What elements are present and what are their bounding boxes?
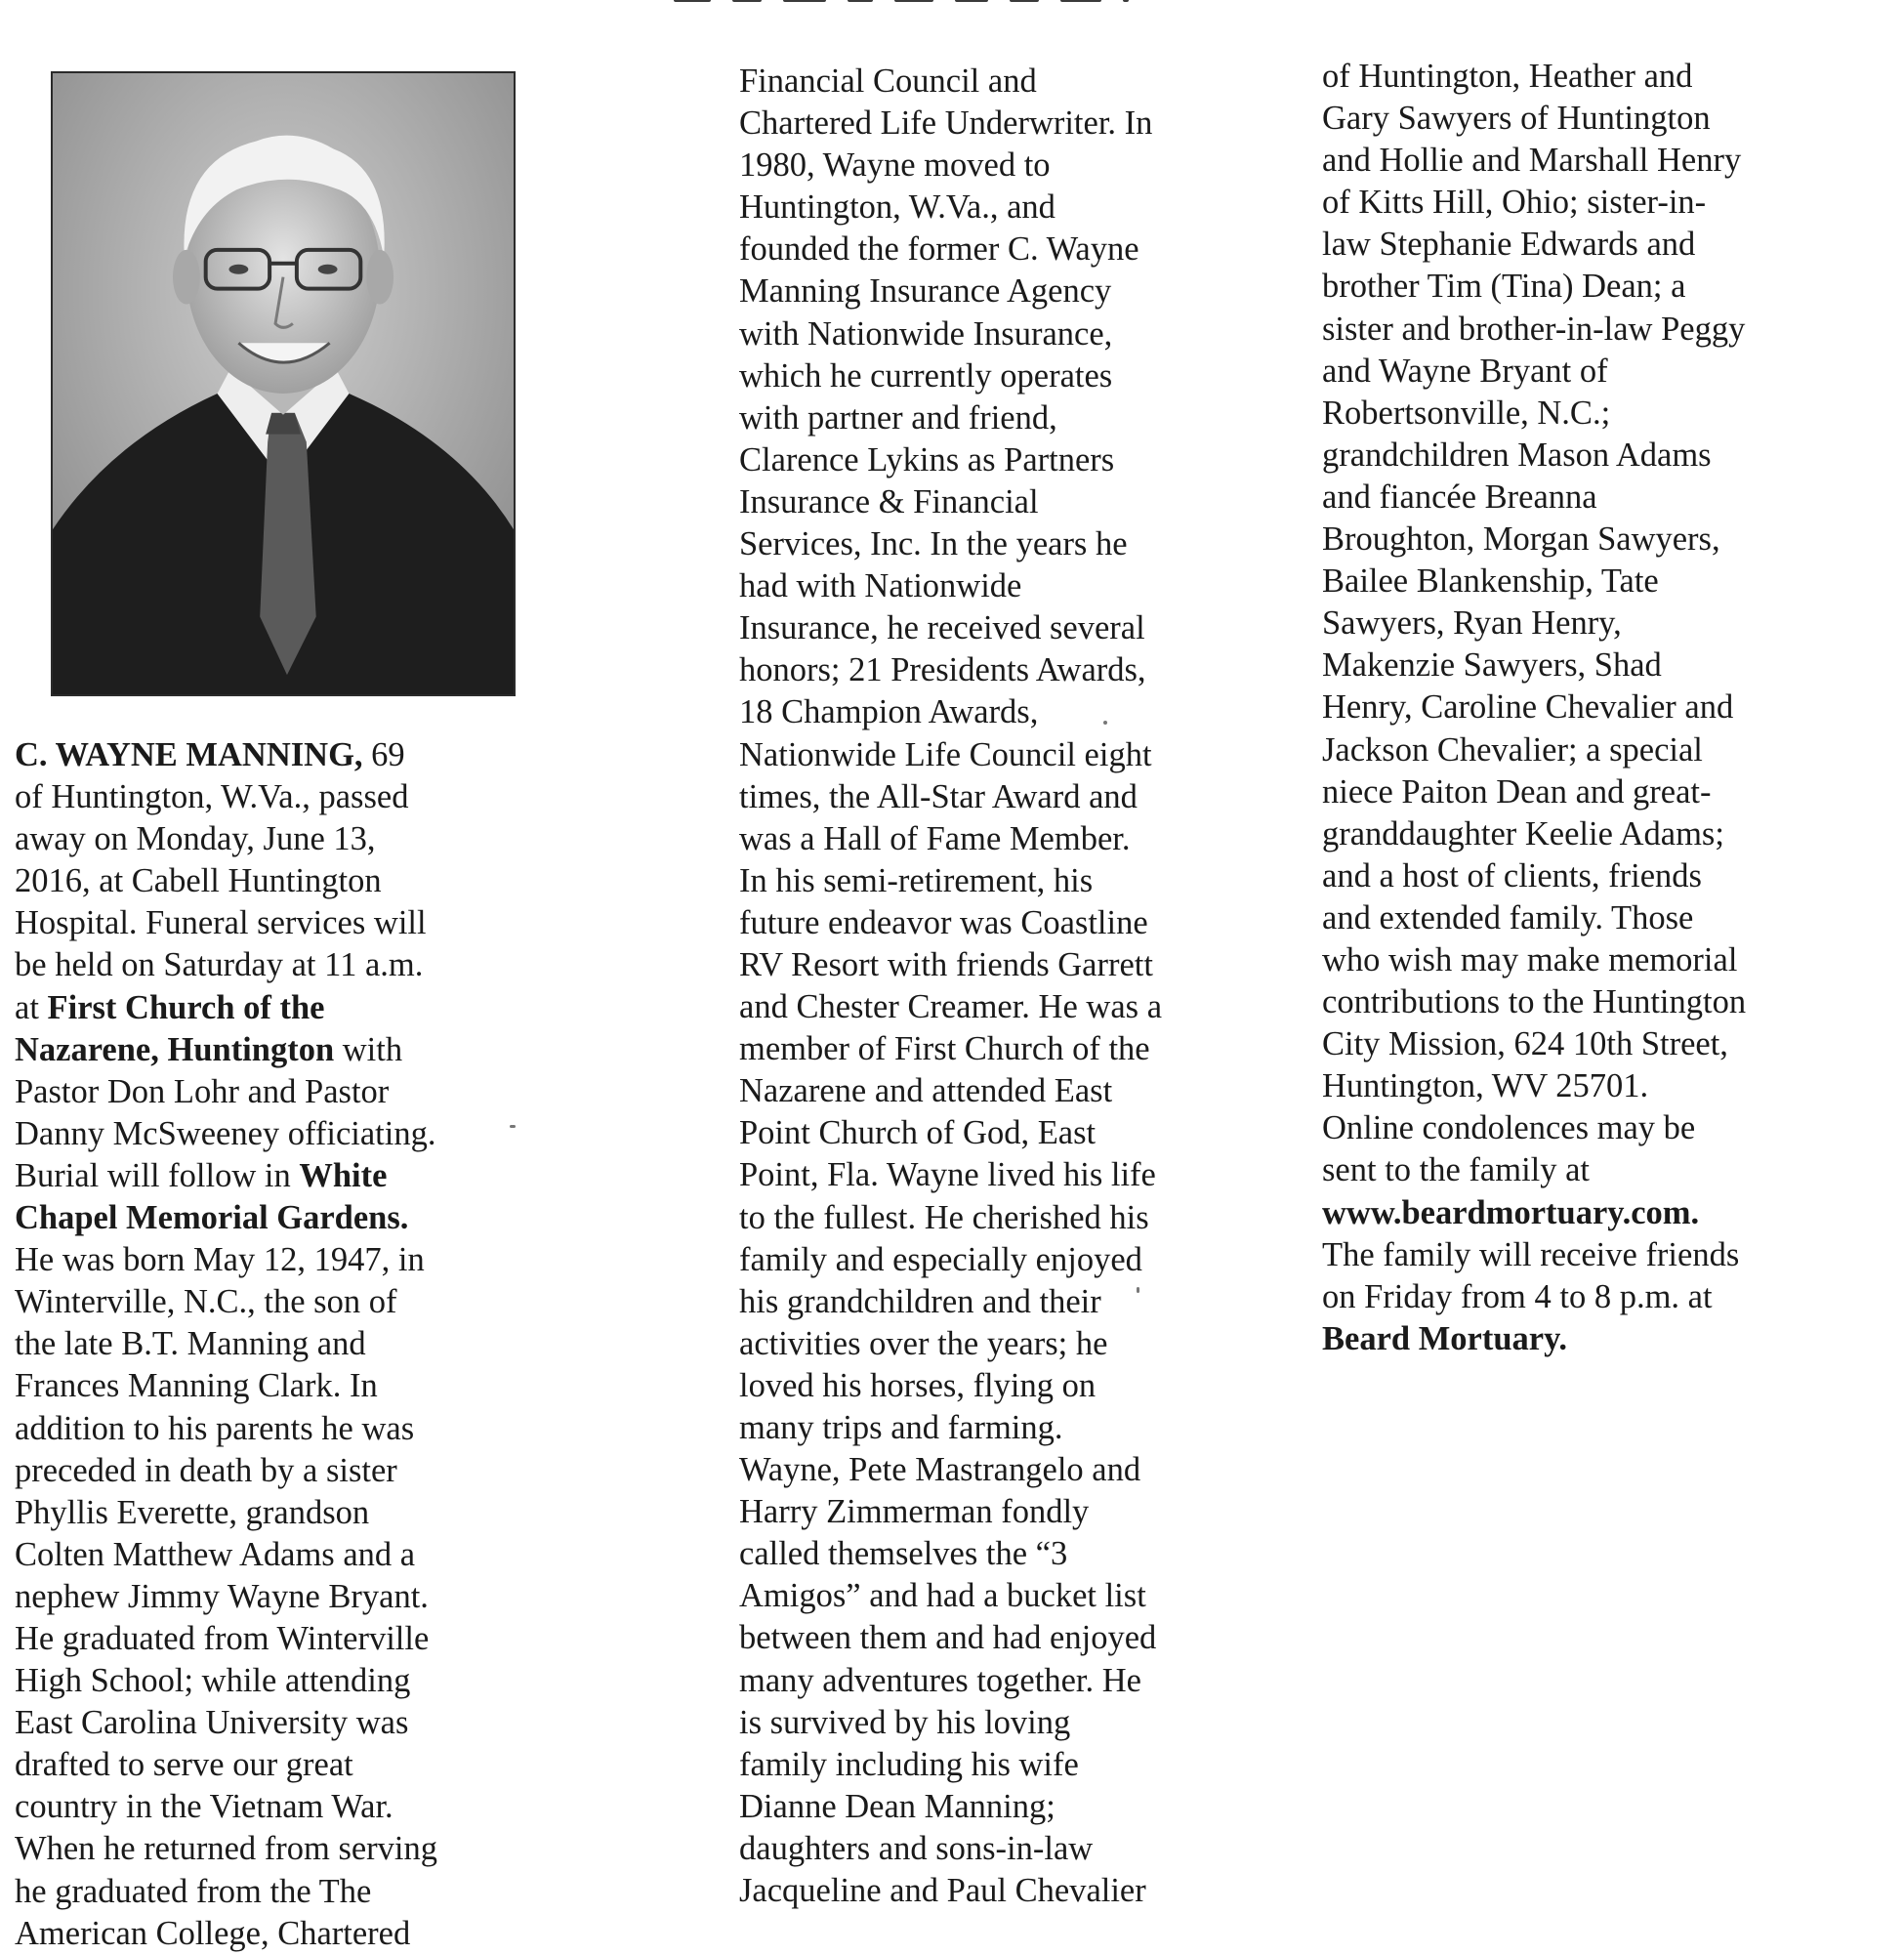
column3-line [1322,1192,1746,1234]
column3-line [1322,981,1746,1023]
text-run: called themselves the “3 [739,1535,1068,1573]
column1-line [15,1871,437,1913]
text-run: preceded in death by a sister [15,1451,397,1489]
column2-line [739,1070,1162,1112]
text-run: He graduated from Winterville [15,1619,430,1657]
text-run: 18 Champion Awards, [739,693,1039,731]
text-run: He was born May 12, 1947, in [15,1241,425,1279]
text-run: and fiancée Breanna [1322,478,1597,516]
text-run: of Kitts Hill, Ohio; sister-in- [1322,184,1707,222]
bold-text: Beard Mortuary. [1322,1319,1568,1357]
text-run: was a Hall of Fame Member. [739,819,1131,857]
column1-line [15,1113,437,1155]
bold-text: Chapel Memorial Gardens. [15,1199,409,1237]
column2-line [739,439,1162,481]
text-run: Bailee Blankenship, Tate [1322,562,1659,601]
text-run: Jackson Chevalier; a special [1322,730,1703,769]
text-run: Harry Zimmerman fondly [739,1493,1090,1531]
bold-text: White [299,1156,388,1194]
column1-line [15,734,437,776]
column1-line [15,1239,437,1281]
text-run: Chartered Life Underwriter. In [739,104,1153,143]
cropped-header-fragment [674,0,1230,6]
text-run: Henry, Caroline Chevalier and [1322,688,1734,727]
text-run: with partner and friend, [739,398,1057,437]
text-run: granddaughter Keelie Adams; [1322,814,1724,853]
portrait-photo [51,71,516,696]
column2-line [739,1407,1162,1449]
column3-line [1322,519,1746,561]
text-run: on Friday from 4 to 8 p.m. at [1322,1277,1713,1315]
text-run: away on Monday, June 13, [15,820,376,858]
column1-line [15,1281,437,1323]
obituary-column-1 [15,734,437,1955]
column2-line [739,734,1162,776]
column2-line [739,1449,1162,1491]
text-run: Sawyers, Ryan Henry, [1322,604,1622,643]
text-run: activities over the years; he [739,1324,1108,1362]
column2-line [739,103,1162,145]
column3-line [1322,351,1746,393]
column1-line [15,1660,437,1702]
column3-line [1322,1276,1746,1318]
text-run: sister and brother-in-law Peggy [1322,310,1746,348]
column3-line [1322,477,1746,519]
scan-speck [1103,721,1107,725]
text-run: and Hollie and Marshall Henry [1322,142,1742,180]
column1-line [15,1408,437,1450]
column3-line [1322,393,1746,435]
text-run: Hospital. Funeral services will [15,904,427,942]
column3-line [1322,1149,1746,1191]
text-run: East Carolina University was [15,1704,409,1742]
column2-line [739,565,1162,607]
column3-line [1322,182,1746,224]
text-run: founded the former C. Wayne [739,230,1139,269]
column1-line [15,1323,437,1365]
text-run: contributions to the Huntington [1322,983,1747,1021]
text-run: had with Nationwide [739,567,1022,605]
text-run: who wish may make memorial [1322,940,1738,978]
column3-line [1322,645,1746,686]
text-run: country in the Vietnam War. [15,1788,393,1826]
column3-line [1322,1065,1746,1107]
column3-line [1322,1318,1746,1360]
text-run: Frances Manning Clark. In [15,1367,378,1405]
text-run: Nationwide Life Council eight [739,735,1152,773]
column3-line [1322,603,1746,645]
column1-line [15,1702,437,1744]
column1-line [15,902,437,944]
text-run: Colten Matthew Adams and a [15,1535,416,1573]
column2-line [739,1154,1162,1196]
text-run: grandchildren Mason Adams [1322,436,1712,474]
column2-line [739,944,1162,986]
text-run: at [15,988,48,1026]
column3-line [1322,1107,1746,1149]
text-run: many adventures together. He [739,1661,1141,1699]
column1-line [15,1786,437,1828]
text-run: is survived by his loving [739,1703,1071,1741]
text-run: Makenzie Sawyers, Shad [1322,646,1662,685]
text-run: of Huntington, Heather and [1322,58,1693,95]
text-run: Insurance, he received several [739,609,1145,647]
text-run: and Wayne Bryant of [1322,352,1608,390]
column2-line [739,1491,1162,1533]
column1-line [15,1618,437,1660]
text-run: Broughton, Morgan Sawyers, [1322,520,1720,559]
column2-line [739,270,1162,312]
column1-line [15,1071,437,1113]
text-run: Wayne, Pete Mastrangelo and [739,1451,1141,1489]
column2-line [739,1281,1162,1323]
column2-line [739,691,1162,733]
column3-line [1322,309,1746,351]
column3-line [1322,435,1746,477]
column2-line [739,649,1162,691]
bold-text: www.beardmortuary.com. [1322,1193,1700,1231]
text-run: his grandchildren and their [739,1282,1101,1320]
column2-line [739,187,1162,229]
text-run: loved his horses, flying on [739,1366,1097,1404]
text-run: and Chester Creamer. He was a [739,988,1163,1026]
column2-line [739,313,1162,355]
column1-line [15,1155,437,1197]
text-run: Burial will follow in [15,1156,300,1194]
column2-line [739,607,1162,649]
text-run: to the fullest. He cherished his [739,1198,1149,1236]
text-run: In his semi-retirement, his [739,861,1094,899]
text-run: 1980, Wayne moved to [739,146,1051,185]
column2-line [739,1828,1162,1870]
text-run: Online condolences may be [1322,1109,1696,1147]
text-run: Insurance & Financial [739,482,1039,520]
column2-line [739,481,1162,523]
text-run: American College, Chartered [15,1914,411,1952]
text-run: future endeavor was Coastline [739,903,1148,941]
text-run: Pastor Don Lohr and Pastor [15,1072,390,1110]
column2-line [739,229,1162,270]
column3-line [1322,939,1746,981]
column3-line [1322,686,1746,728]
text-run: between them and had enjoyed [739,1619,1157,1657]
column3-line [1322,897,1746,939]
text-run: sent to the family at [1322,1151,1591,1189]
column1-line [15,987,437,1029]
text-run: honors; 21 Presidents Awards, [739,651,1146,689]
column1-line [15,1534,437,1576]
column1-line [15,776,437,818]
text-run: RV Resort with friends Garrett [739,945,1153,983]
text-run: 69 [362,736,405,773]
column2-line [739,776,1162,818]
column3-line [1322,729,1746,771]
text-run: the late B.T. Manning and [15,1325,366,1363]
column3-line [1322,98,1746,140]
text-run: which he currently operates [739,356,1113,395]
column3-line [1322,224,1746,266]
column2-line [739,1533,1162,1575]
column3-line [1322,266,1746,308]
column2-line [739,902,1162,944]
column2-line [739,1870,1162,1912]
text-run: and a host of clients, friends [1322,856,1702,894]
text-run: Robertsonville, N.C.; [1322,394,1611,432]
column2-line [739,1112,1162,1154]
text-run: Point Church of God, East [739,1114,1097,1152]
text-run: with [334,1030,403,1068]
column1-line [15,1828,437,1870]
portrait-illustration [53,73,514,694]
text-run: Jacqueline and Paul Chevalier [739,1872,1146,1910]
text-run: Gary Sawyers of Huntington [1322,100,1711,138]
obituary-column-3 [1322,56,1746,1360]
text-run: Services, Inc. In the years he [739,525,1128,563]
text-run: family including his wife [739,1745,1079,1783]
text-run: Winterville, N.C., the son of [15,1283,397,1321]
text-run: City Mission, 624 10th Street, [1322,1025,1728,1063]
column2-line [739,1239,1162,1281]
text-run: niece Paiton Dean and great- [1322,772,1712,811]
column1-line [15,1492,437,1534]
text-run: Amigos” and had a bucket list [739,1577,1146,1615]
text-run: Manning Insurance Agency [739,272,1112,311]
scan-speck [1137,1287,1139,1293]
column3-line [1322,813,1746,855]
column2-line [739,355,1162,397]
column2-line [739,1365,1162,1407]
text-run: Clarence Lykins as Partners [739,440,1115,478]
text-run: law Stephanie Edwards and [1322,226,1696,264]
bold-text: Nazarene, Huntington [15,1030,335,1068]
column1-line [15,818,437,860]
text-run: he graduated from the The [15,1872,372,1910]
text-run: Danny McSweeney officiating. [15,1114,436,1152]
column3-line [1322,855,1746,897]
column2-line [739,523,1162,565]
text-run: daughters and sons-in-law [739,1829,1094,1867]
text-run: Phyllis Everette, grandson [15,1493,370,1531]
column2-line [739,145,1162,187]
column2-line [739,1744,1162,1786]
column1-line [15,860,437,902]
text-run: family and especially enjoyed [739,1240,1142,1278]
column2-line [739,1660,1162,1702]
column3-line [1322,1023,1746,1065]
column2-line [739,1702,1162,1744]
column1-line [15,1450,437,1492]
column1-line [15,1744,437,1786]
text-run: High School; while attending [15,1662,411,1700]
text-run: brother Tim (Tina) Dean; a [1322,268,1686,306]
text-run: of Huntington, W.Va., passed [15,778,409,816]
text-run: Huntington, WV 25701. [1322,1067,1649,1105]
column3-line [1322,771,1746,813]
obituary-column-2 [739,61,1162,1912]
column2-line [739,1323,1162,1365]
column2-line [739,818,1162,860]
column2-line [739,1028,1162,1070]
text-run: nephew Jimmy Wayne Bryant. [15,1577,429,1615]
column1-line [15,1913,437,1955]
column1-line [15,1365,437,1407]
column3-line [1322,56,1746,98]
text-run: Nazarene and attended East [739,1072,1113,1110]
column3-line [1322,561,1746,603]
bold-text: C. WAYNE MANNING, [15,736,363,773]
text-run: Financial Council and [739,62,1037,100]
column3-line [1322,1234,1746,1276]
column2-line [739,397,1162,439]
column1-line [15,1029,437,1071]
text-run: drafted to serve our great [15,1746,353,1784]
column1-line [15,1576,437,1618]
column2-line [739,986,1162,1028]
text-run: member of First Church of the [739,1030,1150,1068]
column2-line [739,1197,1162,1239]
text-run: The family will receive friends [1322,1235,1740,1273]
column1-line [15,1197,437,1239]
column2-line [739,1575,1162,1617]
text-run: be held on Saturday at 11 a.m. [15,946,424,984]
text-run: times, the All-Star Award and [739,777,1138,815]
text-run: Point, Fla. Wayne lived his life [739,1156,1156,1194]
text-run: addition to his parents he was [15,1409,415,1447]
text-run: with Nationwide Insurance, [739,314,1113,353]
column2-line [739,1786,1162,1828]
text-run: and extended family. Those [1322,898,1694,936]
column2-line [739,860,1162,902]
text-run: Huntington, W.Va., and [739,188,1055,227]
text-run: Dianne Dean Manning; [739,1787,1055,1825]
text-run: 2016, at Cabell Huntington [15,862,382,900]
column3-line [1322,140,1746,182]
column2-line [739,1617,1162,1659]
column1-line [15,944,437,986]
bold-text: First Church of the [47,988,325,1026]
text-run: When he returned from serving [15,1830,438,1868]
text-run: many trips and farming. [739,1409,1063,1446]
scan-speck [510,1125,516,1128]
column2-line [739,61,1162,103]
